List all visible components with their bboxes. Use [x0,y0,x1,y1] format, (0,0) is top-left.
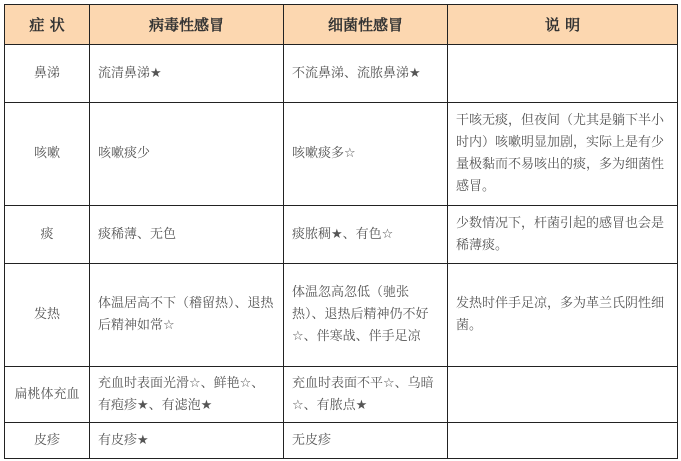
note-cell: 发热时伴手足凉，多为革兰氏阴性细菌。 [448,264,678,367]
header-note: 说 明 [448,5,678,45]
symptom-cell: 痰 [5,206,90,264]
header-viral: 病毒性感冒 [90,5,284,45]
symptom-cell: 发热 [5,264,90,367]
viral-cell: 流清鼻涕★ [90,45,284,103]
table-row [5,45,678,103]
viral-cell: 充血时表面光滑☆、鲜艳☆、有疱疹★、有滤泡★ [90,367,284,423]
viral-cell: 咳嗽痰少 [90,103,284,206]
viral-cell: 体温居高不下（稽留热）、退热后精神如常☆ [90,264,284,367]
header-bacterial: 细菌性感冒 [284,5,448,45]
table-row [5,103,678,206]
bacterial-cell: 体温忽高忽低（驰张热）、退热后精神仍不好☆、伴寒战、伴手足凉 [284,264,448,367]
table-row [5,367,678,423]
table-row [5,206,678,264]
symptom-cell: 咳嗽 [5,103,90,206]
note-cell [448,423,678,459]
note-cell [448,367,678,423]
symptom-cell: 皮疹 [5,423,90,459]
bacterial-cell: 咳嗽痰多☆ [284,103,448,206]
cold-comparison-table [4,4,678,459]
viral-cell: 痰稀薄、无色 [90,206,284,264]
bacterial-cell: 无皮疹 [284,423,448,459]
header-row [5,5,678,45]
header-symptom: 症 状 [5,5,90,45]
symptom-cell: 扁桃体充血 [5,367,90,423]
note-cell: 干咳无痰，但夜间（尤其是躺下半小时内）咳嗽明显加剧，实际上是有少量极黏而不易咳出的痰，多为细菌性感冒。 [448,103,678,206]
symptom-cell: 鼻涕 [5,45,90,103]
viral-cell: 有皮疹★ [90,423,284,459]
note-cell: 少数情况下，杆菌引起的感冒也会是稀薄痰。 [448,206,678,264]
bacterial-cell: 充血时表面不平☆、乌暗☆、有脓点★ [284,367,448,423]
table-row [5,423,678,459]
bacterial-cell: 痰脓稠★、有色☆ [284,206,448,264]
table-row [5,264,678,367]
bacterial-cell: 不流鼻涕、流脓鼻涕★ [284,45,448,103]
note-cell [448,45,678,103]
